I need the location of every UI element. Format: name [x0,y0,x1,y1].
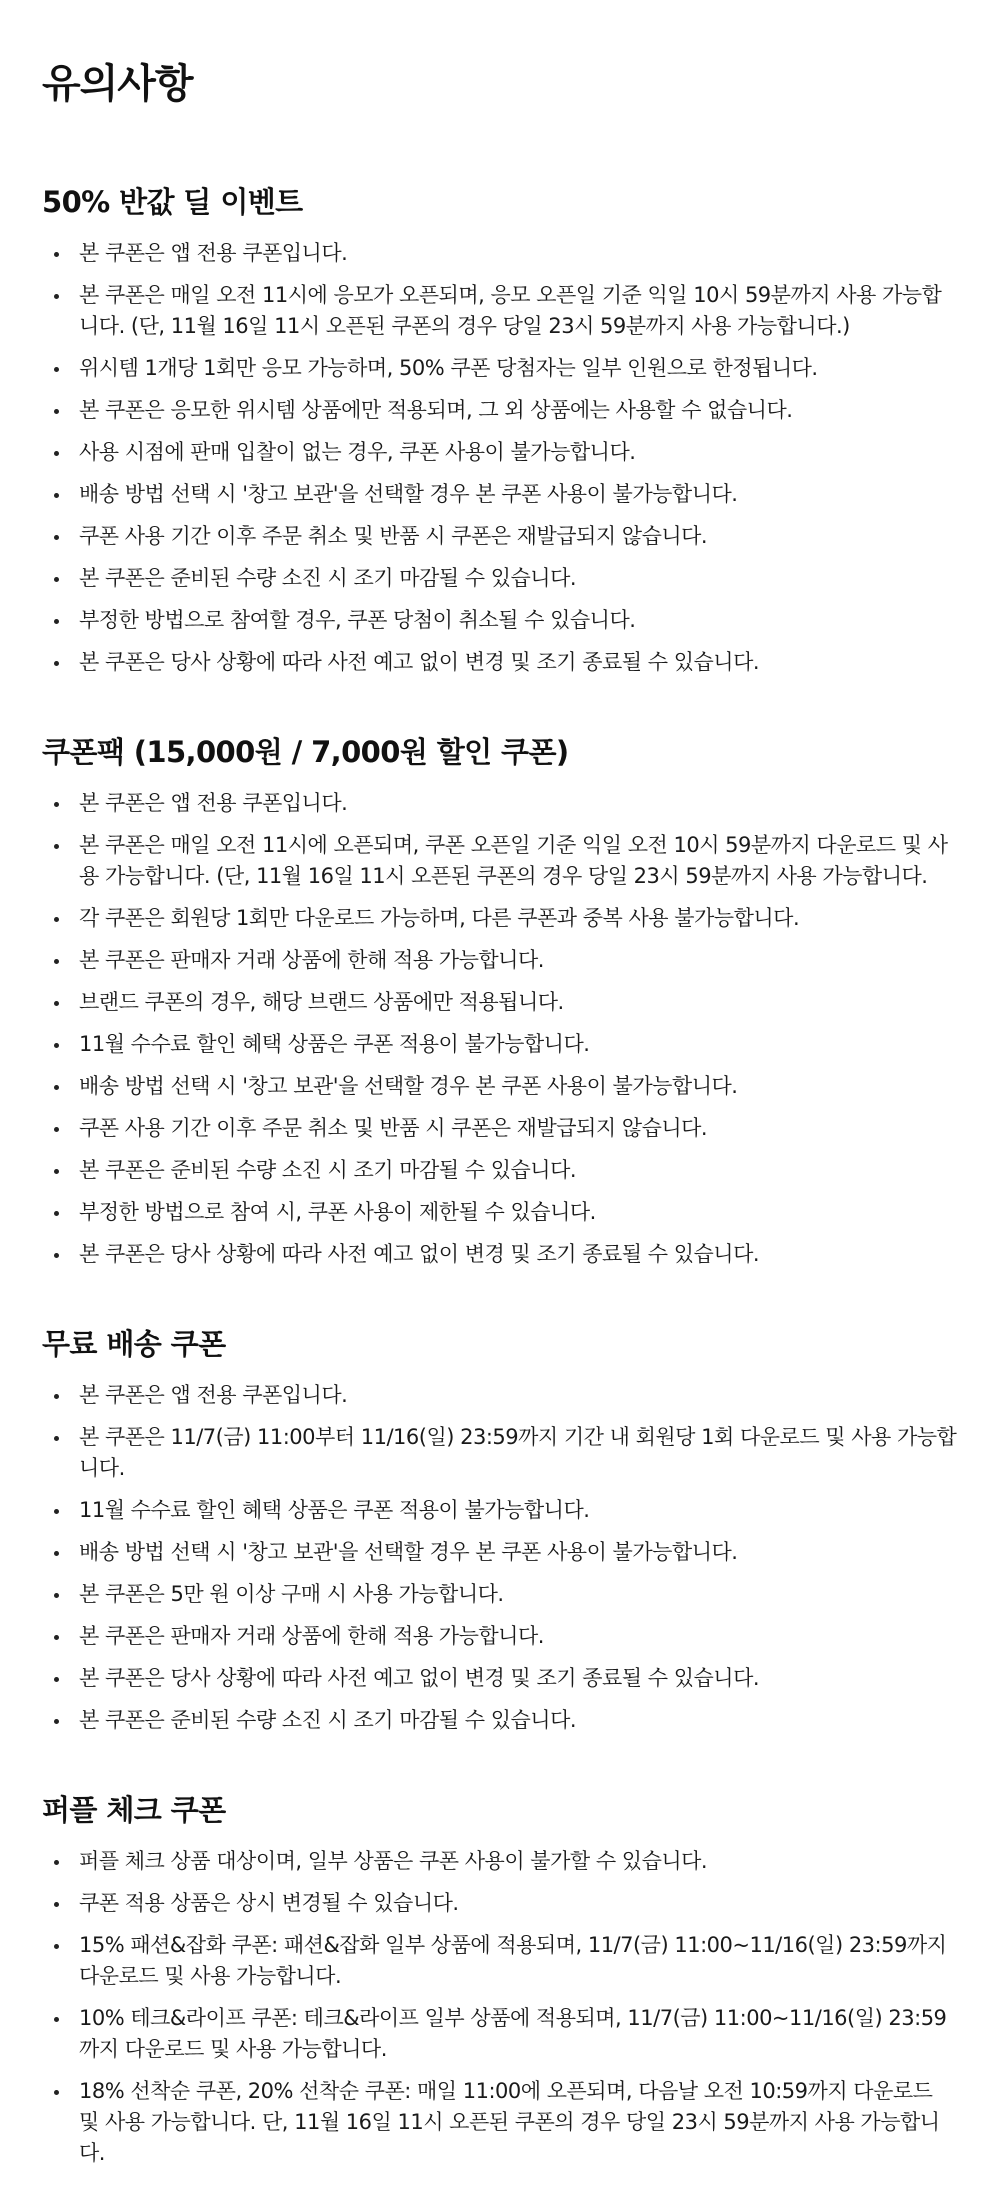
list-item: 쿠폰 사용 기간 이후 주문 취소 및 반품 시 쿠폰은 재발급되지 않습니다. [42,1113,958,1144]
list-item: 본 쿠폰은 당사 상황에 따라 사전 예고 없이 변경 및 조기 종료될 수 있습니다. [42,1663,958,1694]
list-item: 부정한 방법으로 참여할 경우, 쿠폰 당첨이 취소될 수 있습니다. [42,605,958,636]
list-item: 사용 시점에 판매 입찰이 없는 경우, 쿠폰 사용이 불가능합니다. [42,437,958,468]
list-item: 15% 패션&잡화 쿠폰: 패션&잡화 일부 상품에 적용되며, 11/7(금) 11:00~11/16(일) 23:59까지 다운로드 및 사용 가능합니다. [42,1930,958,1992]
list-item: 본 쿠폰은 판매자 거래 상품에 한해 적용 가능합니다. [42,1621,958,1652]
list-item: 본 쿠폰은 매일 오전 11시에 오픈되며, 쿠폰 오픈일 기준 익일 오전 10시 59분까지 다운로드 및 사용 가능합니다. (단, 11월 16일 11시 오픈된 쿠폰의 경우 당일 23시 59분까지 사용 가능합니다. [42,830,958,892]
list-item: 본 쿠폰은 준비된 수량 소진 시 조기 마감될 수 있습니다. [42,1705,958,1736]
list-item: 쿠폰 사용 기간 이후 주문 취소 및 반품 시 쿠폰은 재발급되지 않습니다. [42,521,958,552]
section-purple-check [42,1792,958,2169]
list-item: 본 쿠폰은 응모한 위시템 상품에만 적용되며, 그 외 상품에는 사용할 수 없습니다. [42,395,958,426]
section-title: 퍼플 체크 쿠폰 [42,1793,226,1827]
list-item: 배송 방법 선택 시 '창고 보관'을 선택할 경우 본 쿠폰 사용이 불가능합니다. [42,1071,958,1102]
notice-list [42,788,958,1270]
list-item: 본 쿠폰은 5만 원 이상 구매 시 사용 가능합니다. [42,1579,958,1610]
list-item: 부정한 방법으로 참여 시, 쿠폰 사용이 제한될 수 있습니다. [42,1197,958,1228]
list-item: 10% 테크&라이프 쿠폰: 테크&라이프 일부 상품에 적용되며, 11/7(금) 11:00~11/16(일) 23:59까지 다운로드 및 사용 가능합니다. [42,2003,958,2065]
notice-list [42,1846,958,2169]
list-item: 18% 선착순 쿠폰, 20% 선착순 쿠폰: 매일 11:00에 오픈되며, 다음날 오전 10:59까지 다운로드 및 사용 가능합니다. 단, 11월 16일 11시 오픈된 쿠폰의 경우 당일 23시 59분까지 사용 가능합니다. [42,2076,958,2169]
list-item: 본 쿠폰은 매일 오전 11시에 응모가 오픈되며, 응모 오픈일 기준 익일 10시 59분까지 사용 가능합니다. (단, 11월 16일 11시 오픈된 쿠폰의 경우 당일 23시 59분까지 사용 가능합니다.) [42,280,958,342]
notice-list [42,1380,958,1736]
list-item: 본 쿠폰은 앱 전용 쿠폰입니다. [42,1380,958,1411]
list-item: 본 쿠폰은 앱 전용 쿠폰입니다. [42,238,958,269]
list-item: 본 쿠폰은 준비된 수량 소진 시 조기 마감될 수 있습니다. [42,1155,958,1186]
list-item: 본 쿠폰은 11/7(금) 11:00부터 11/16(일) 23:59까지 기간 내 회원당 1회 다운로드 및 사용 가능합니다. [42,1422,958,1484]
list-item: 11월 수수료 할인 혜택 상품은 쿠폰 적용이 불가능합니다. [42,1495,958,1526]
list-item: 11월 수수료 할인 혜택 상품은 쿠폰 적용이 불가능합니다. [42,1029,958,1060]
section-title: 50% 반값 딜 이벤트 [42,185,303,219]
section-title: 쿠폰팩 (15,000원 / 7,000원 할인 쿠폰) [42,735,569,769]
notice-list [42,238,958,678]
list-item: 위시템 1개당 1회만 응모 가능하며, 50% 쿠폰 당첨자는 일부 인원으로 한정됩니다. [42,353,958,384]
list-item: 배송 방법 선택 시 '창고 보관'을 선택할 경우 본 쿠폰 사용이 불가능합니다. [42,1537,958,1568]
page-title: 유의사항 [42,61,193,107]
list-item: 본 쿠폰은 당사 상황에 따라 사전 예고 없이 변경 및 조기 종료될 수 있습니다. [42,647,958,678]
list-item: 각 쿠폰은 회원당 1회만 다운로드 가능하며, 다른 쿠폰과 중복 사용 불가능합니다. [42,903,958,934]
section-half-price-deal [42,184,958,678]
section-coupon-pack [42,734,958,1270]
list-item: 배송 방법 선택 시 '창고 보관'을 선택할 경우 본 쿠폰 사용이 불가능합니다. [42,479,958,510]
list-item: 본 쿠폰은 준비된 수량 소진 시 조기 마감될 수 있습니다. [42,563,958,594]
section-title: 무료 배송 쿠폰 [42,1327,226,1361]
list-item: 본 쿠폰은 판매자 거래 상품에 한해 적용 가능합니다. [42,945,958,976]
list-item: 쿠폰 적용 상품은 상시 변경될 수 있습니다. [42,1888,958,1919]
list-item: 퍼플 체크 상품 대상이며, 일부 상품은 쿠폰 사용이 불가할 수 있습니다. [42,1846,958,1877]
list-item: 본 쿠폰은 앱 전용 쿠폰입니다. [42,788,958,819]
section-free-shipping [42,1326,958,1736]
list-item: 본 쿠폰은 당사 상황에 따라 사전 예고 없이 변경 및 조기 종료될 수 있습니다. [42,1239,958,1270]
list-item: 브랜드 쿠폰의 경우, 해당 브랜드 상품에만 적용됩니다. [42,987,958,1018]
